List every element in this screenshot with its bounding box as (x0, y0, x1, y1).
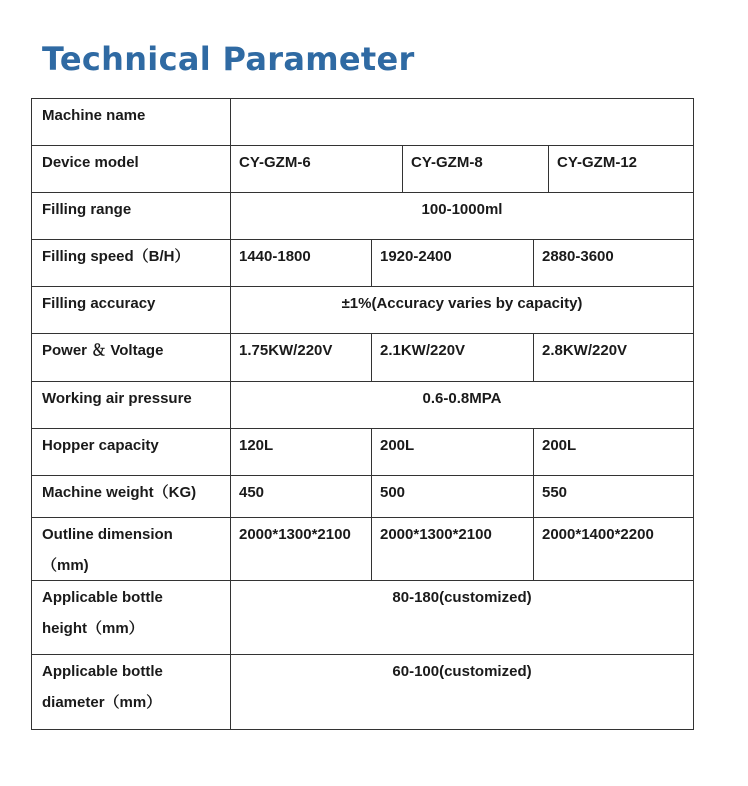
value-cell: 80-180(customized) (392, 589, 532, 606)
value-cell: 0.6-0.8MPA (422, 390, 502, 407)
table-row (32, 99, 693, 146)
value-cell (231, 99, 693, 145)
row-label: Power ＆ Voltage (32, 334, 231, 381)
row-label: Machine name (32, 99, 231, 145)
value-cell: 450 (231, 476, 372, 517)
value-cell: 1.75KW/220V (231, 334, 372, 381)
row-label: Filling range (32, 193, 231, 239)
value-cell: 2000*1400*2200 (542, 526, 654, 543)
table-row (32, 382, 693, 429)
value-cell: 200L (372, 429, 534, 475)
row-label: Applicable bottle height（mm） (32, 581, 231, 654)
row-label: Device model (32, 146, 231, 192)
table-row (32, 240, 693, 287)
parameter-table (31, 98, 694, 730)
page-title: Technical Parameter (42, 40, 415, 78)
value-cell: 2.8KW/220V (542, 342, 628, 359)
value-cell: 60-100(customized) (392, 663, 532, 680)
row-label: Applicable bottle diameter（mm） (32, 655, 231, 729)
table-row (32, 334, 693, 382)
value-cell: 2000*1300*2100 (372, 518, 534, 580)
row-label: Filling speed（B/H） (32, 240, 231, 286)
value-cell: CY-GZM-6 (231, 146, 403, 192)
row-label: Filling accuracy (32, 287, 231, 333)
table-row (32, 655, 693, 729)
value-cell: 1920-2400 (372, 240, 534, 286)
row-label: Hopper capacity (32, 429, 231, 475)
value-cell: ±1%(Accuracy varies by capacity) (341, 295, 583, 312)
table-row (32, 581, 693, 655)
table-row (32, 287, 693, 334)
value-cell: 2000*1300*2100 (231, 518, 372, 580)
row-label: Outline dimension （mm) (32, 518, 231, 580)
table-row (32, 518, 693, 581)
table-row (32, 476, 693, 518)
row-label: Working air pressure (32, 382, 231, 428)
value-cell: 1440-1800 (231, 240, 372, 286)
value-cell: 120L (231, 429, 372, 475)
value-cell: 2880-3600 (542, 248, 614, 265)
value-cell: 2.1KW/220V (372, 334, 534, 381)
value-cell: 550 (542, 484, 568, 501)
table-row (32, 146, 693, 193)
table-row (32, 429, 693, 476)
value-cell: 200L (542, 437, 577, 454)
value-cell: 500 (372, 476, 534, 517)
value-cell: 100-1000ml (421, 201, 503, 218)
table-row (32, 193, 693, 240)
row-label: Machine weight（KG) (32, 476, 231, 517)
value-cell: CY-GZM-12 (557, 154, 638, 171)
value-cell: CY-GZM-8 (403, 146, 549, 192)
